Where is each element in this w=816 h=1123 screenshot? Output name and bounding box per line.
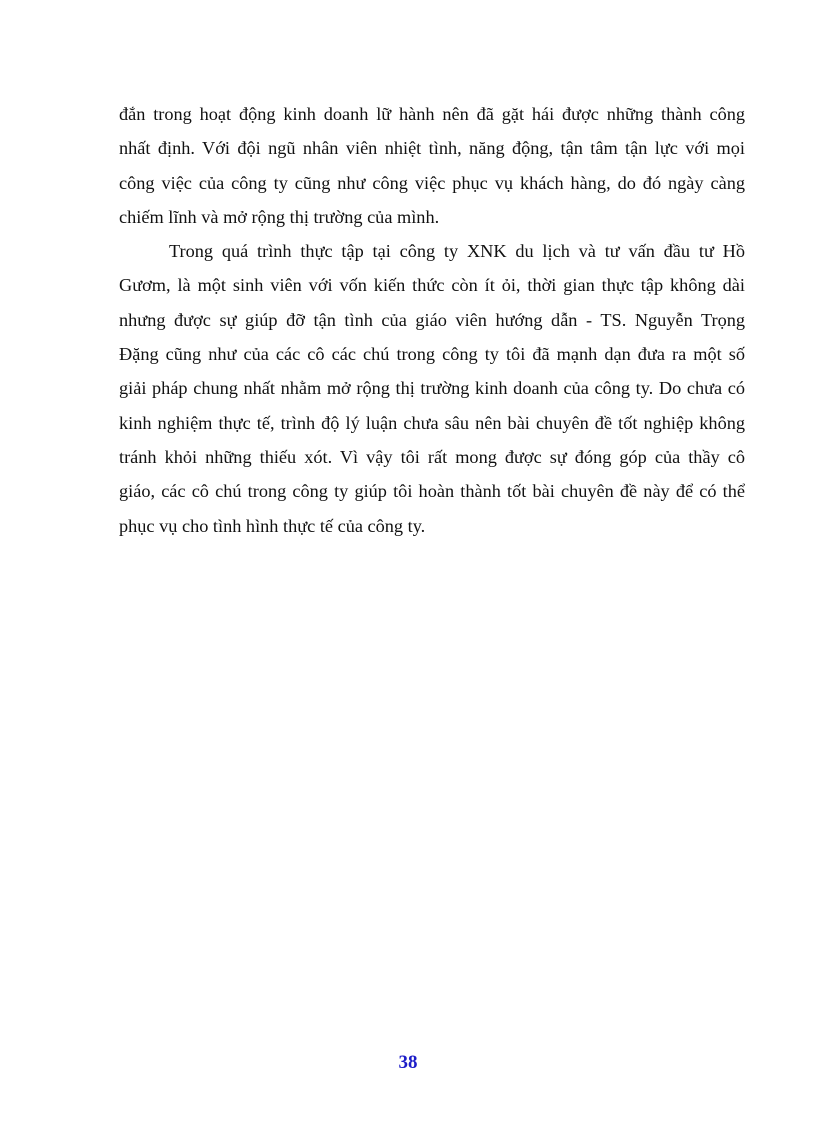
- text-line: đắn trong hoạt động kinh doanh lữ hành nên đã gặt hái được những thành công: [119, 104, 745, 124]
- text-line: nhất định. Với đội ngũ nhân viên nhiệt tình, năng động, tận tâm tận lực với mọi: [119, 138, 745, 159]
- text-line: kinh nghiệm thực tế, trình độ lý luận chưa sâu nên bài chuyên đề tốt nghiệp không: [119, 412, 745, 433]
- text-line: công việc của công ty cũng như công việc phục vụ khách hàng, do đó ngày càng: [119, 172, 745, 193]
- text-line: phục vụ cho tình hình thực tế của công ty.: [119, 515, 426, 536]
- paragraph-1: [119, 97, 745, 234]
- text-line: tránh khỏi những thiếu xót. Vì vậy tôi rất mong được sự đóng góp của thầy cô: [119, 446, 745, 467]
- text-line: nhưng được sự giúp đỡ tận tình của giáo viên hướng dẫn - TS. Nguyễn Trọng: [119, 309, 745, 330]
- text-line: Gươm, là một sinh viên với vốn kiến thức còn ít ỏi, thời gian thực tập không dài: [119, 275, 745, 296]
- text-line: Đặng cũng như của các cô các chú trong công ty tôi đã mạnh dạn đưa ra một số: [119, 344, 745, 365]
- text-line: giải pháp chung nhất nhằm mở rộng thị trường kinh doanh của công ty. Do chưa có: [119, 378, 745, 399]
- body-text: [119, 97, 745, 543]
- text-line: giáo, các cô chú trong công ty giúp tôi hoàn thành tốt bài chuyên đề này để có thể: [119, 481, 745, 502]
- text-line: Trong quá trình thực tập tại công ty XNK du lịch và tư vấn đầu tư Hồ: [169, 241, 745, 262]
- paragraph-2: [119, 234, 745, 543]
- page-number: 38: [398, 1052, 418, 1073]
- text-line: chiếm lĩnh và mở rộng thị trường của mình.: [119, 206, 440, 227]
